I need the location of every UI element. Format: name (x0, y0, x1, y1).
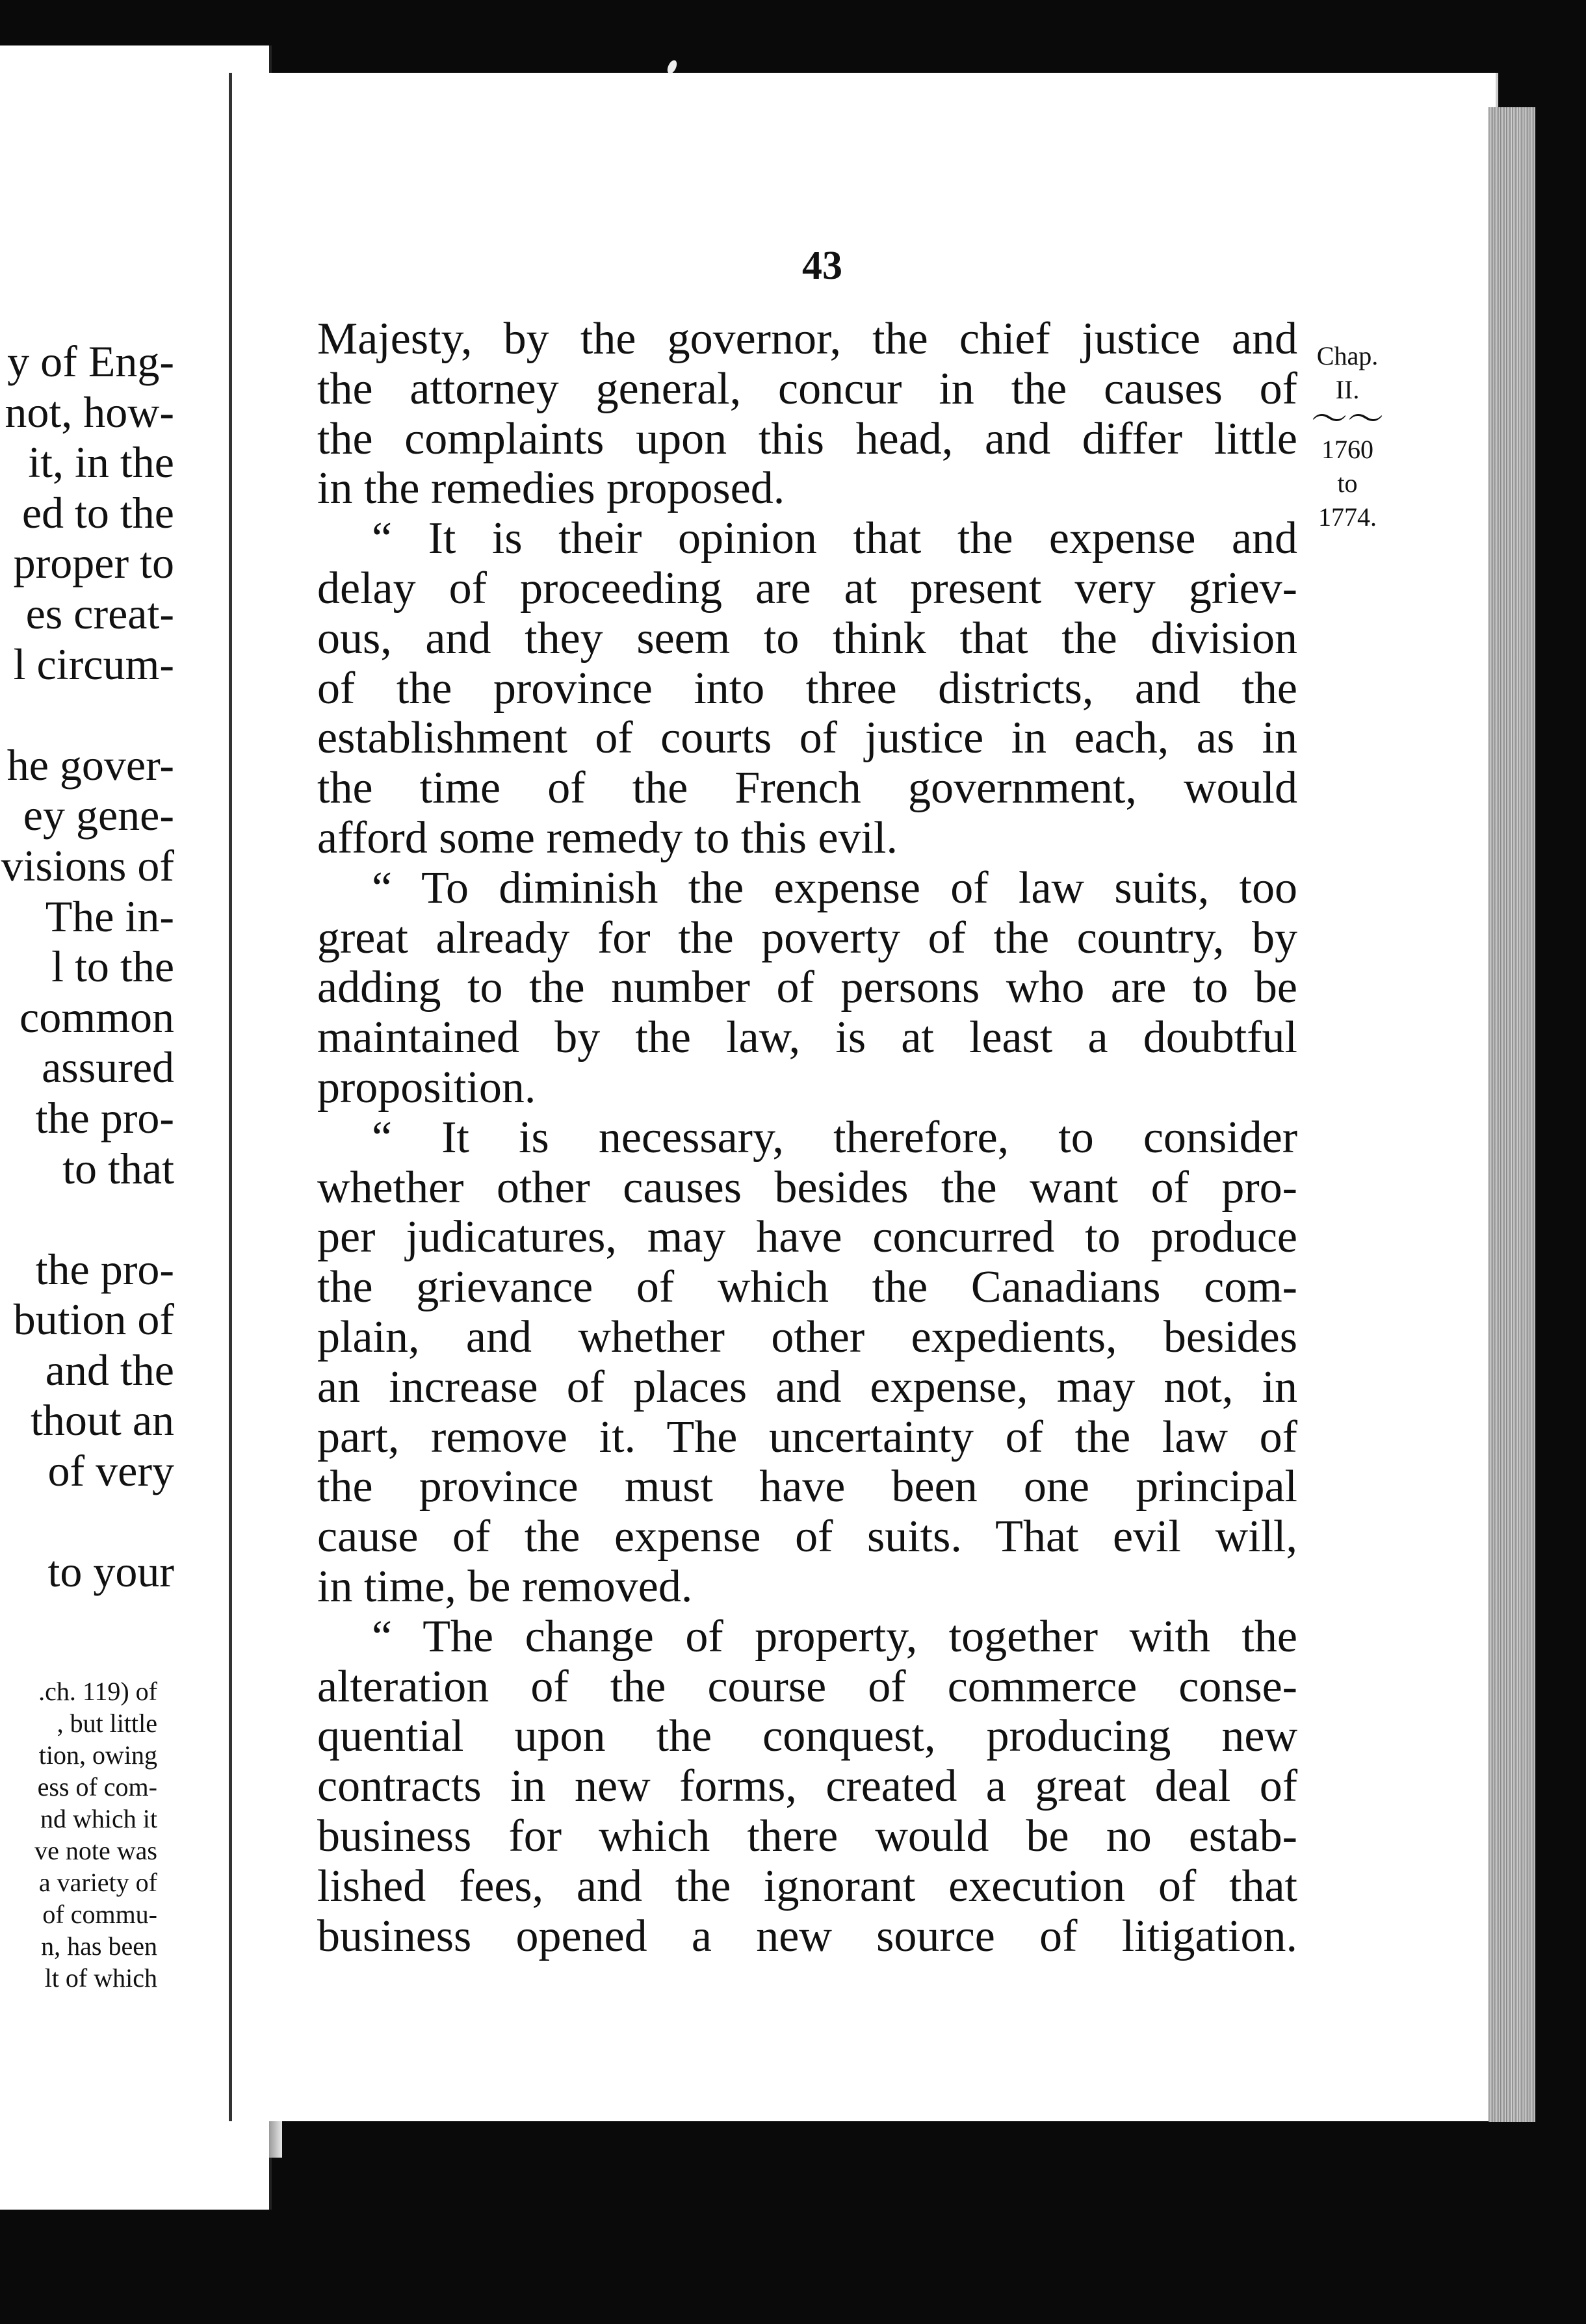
text-line: the attorney general, concur in the causes of (317, 363, 1297, 414)
text-line: plain, and whether other expedients, besides (317, 1311, 1297, 1362)
margin-to: to (1337, 469, 1358, 498)
left-text-line: ey gene- (23, 790, 174, 840)
page-number: 43 (802, 244, 842, 288)
left-text-line: it, in the (28, 437, 174, 487)
left-page-main-text (0, 337, 174, 1597)
text-line: Majesty, by the governor, the chief justice and (317, 314, 1297, 364)
text-line: afford some remedy to this evil. (317, 812, 898, 863)
left-text-line (0, 1194, 174, 1245)
left-text-line (0, 1497, 174, 1547)
text-line: the complaints upon this head, and differ little (317, 413, 1297, 464)
page-edges (1488, 107, 1535, 2122)
left-text-line: l circum- (13, 639, 174, 689)
footnote-line: , but little (57, 1709, 157, 1738)
left-text-line: y of Eng- (7, 337, 174, 386)
left-text-line: the pro- (35, 1244, 174, 1294)
left-text-line: of very (47, 1446, 174, 1496)
text-line: the grievance of which the Canadians com- (317, 1262, 1297, 1313)
text-line: maintained by the law, is at least a doubtful (317, 1013, 1297, 1063)
text-line: the province must have been one principal (317, 1462, 1297, 1512)
left-text-line: es creat- (25, 588, 174, 638)
footnote-line: ve note was (34, 1836, 157, 1865)
text-line: quential upon the conquest, producing new (317, 1711, 1297, 1762)
left-text-line: assured (42, 1042, 174, 1092)
text-line: of the province into three districts, and the (317, 663, 1297, 714)
left-text-line: bution of (13, 1295, 174, 1345)
text-line: “ It is necessary, therefore, to consider (372, 1112, 1297, 1163)
text-line: whether other causes besides the want of pro- (317, 1162, 1297, 1213)
text-line: delay of proceeding are at present very griev- (317, 563, 1297, 613)
footnote-line: ess of com- (37, 1772, 157, 1801)
margin-divider: 〜〜 (1311, 400, 1384, 440)
footnote-line: tion, owing (38, 1740, 157, 1770)
text-line: contracts in new forms, created a great deal of (317, 1761, 1297, 1812)
text-line: proposition. (317, 1062, 536, 1113)
text-line: great already for the poverty of the country, by (317, 912, 1297, 963)
text-line: lished fees, and the ignorant execution of that (317, 1861, 1297, 1911)
text-line: “ The change of property, together with the (372, 1611, 1297, 1662)
text-line: ous, and they seem to think that the division (317, 613, 1297, 664)
footnote-line: nd which it (40, 1804, 157, 1833)
left-text-line: and the (45, 1345, 174, 1395)
left-page-footnote (0, 1675, 157, 1994)
left-text-line: thout an (31, 1395, 174, 1445)
body-text (317, 315, 1297, 1961)
left-text-line: not, how- (5, 387, 174, 437)
text-line: in time, be removed. (317, 1561, 693, 1612)
left-text-line: to that (62, 1143, 174, 1193)
margin-year-start: 1760 (1321, 435, 1373, 464)
text-line: the time of the French government, would (317, 763, 1297, 814)
text-line: establishment of courts of justice in each, as in (317, 713, 1297, 764)
left-text-line: visions of (1, 840, 174, 890)
left-text-line: the pro- (35, 1092, 174, 1143)
text-line: “ It is their opinion that the expense and (372, 513, 1297, 564)
text-line: business for which there would be no estab- (317, 1811, 1297, 1861)
text-line: cause of the expense of suits. That evil will, (317, 1512, 1297, 1562)
left-text-line: The in- (45, 891, 174, 941)
text-line: part, remove it. The uncertainty of the law of (317, 1412, 1297, 1462)
text-line: “ To diminish the expense of law suits, too (372, 862, 1297, 913)
left-text-line: common (20, 992, 174, 1042)
text-line: business opened a new source of litigation. (317, 1911, 1297, 1961)
text-line: alteration of the course of commerce conse- (317, 1661, 1297, 1712)
text-line: an increase of places and expense, may not, in (317, 1362, 1297, 1412)
margin-chap: Chap. (1316, 341, 1379, 370)
margin-chapter-number: II. (1335, 375, 1360, 404)
footnote-line: n, has been (41, 1931, 157, 1961)
footnote-line: lt of which (44, 1963, 157, 1993)
left-text-line: to your (47, 1547, 174, 1597)
left-text-line: proper to (13, 538, 174, 588)
footnote-line: a variety of (38, 1868, 157, 1897)
left-text-line: ed to the (21, 487, 174, 537)
footnote-line: of commu- (42, 1900, 157, 1929)
footnote-line: .ch. 119) of (38, 1677, 157, 1706)
left-text-line: l to the (51, 942, 174, 992)
text-line: adding to the number of persons who are to be (317, 962, 1297, 1013)
text-line: in the remedies proposed. (317, 463, 785, 514)
left-text-line: he gover- (6, 740, 174, 790)
margin-note (1305, 339, 1390, 534)
text-line: per judicatures, may have concurred to produce (317, 1212, 1297, 1263)
margin-year-end: 1774. (1318, 502, 1377, 532)
left-text-line (0, 690, 174, 740)
